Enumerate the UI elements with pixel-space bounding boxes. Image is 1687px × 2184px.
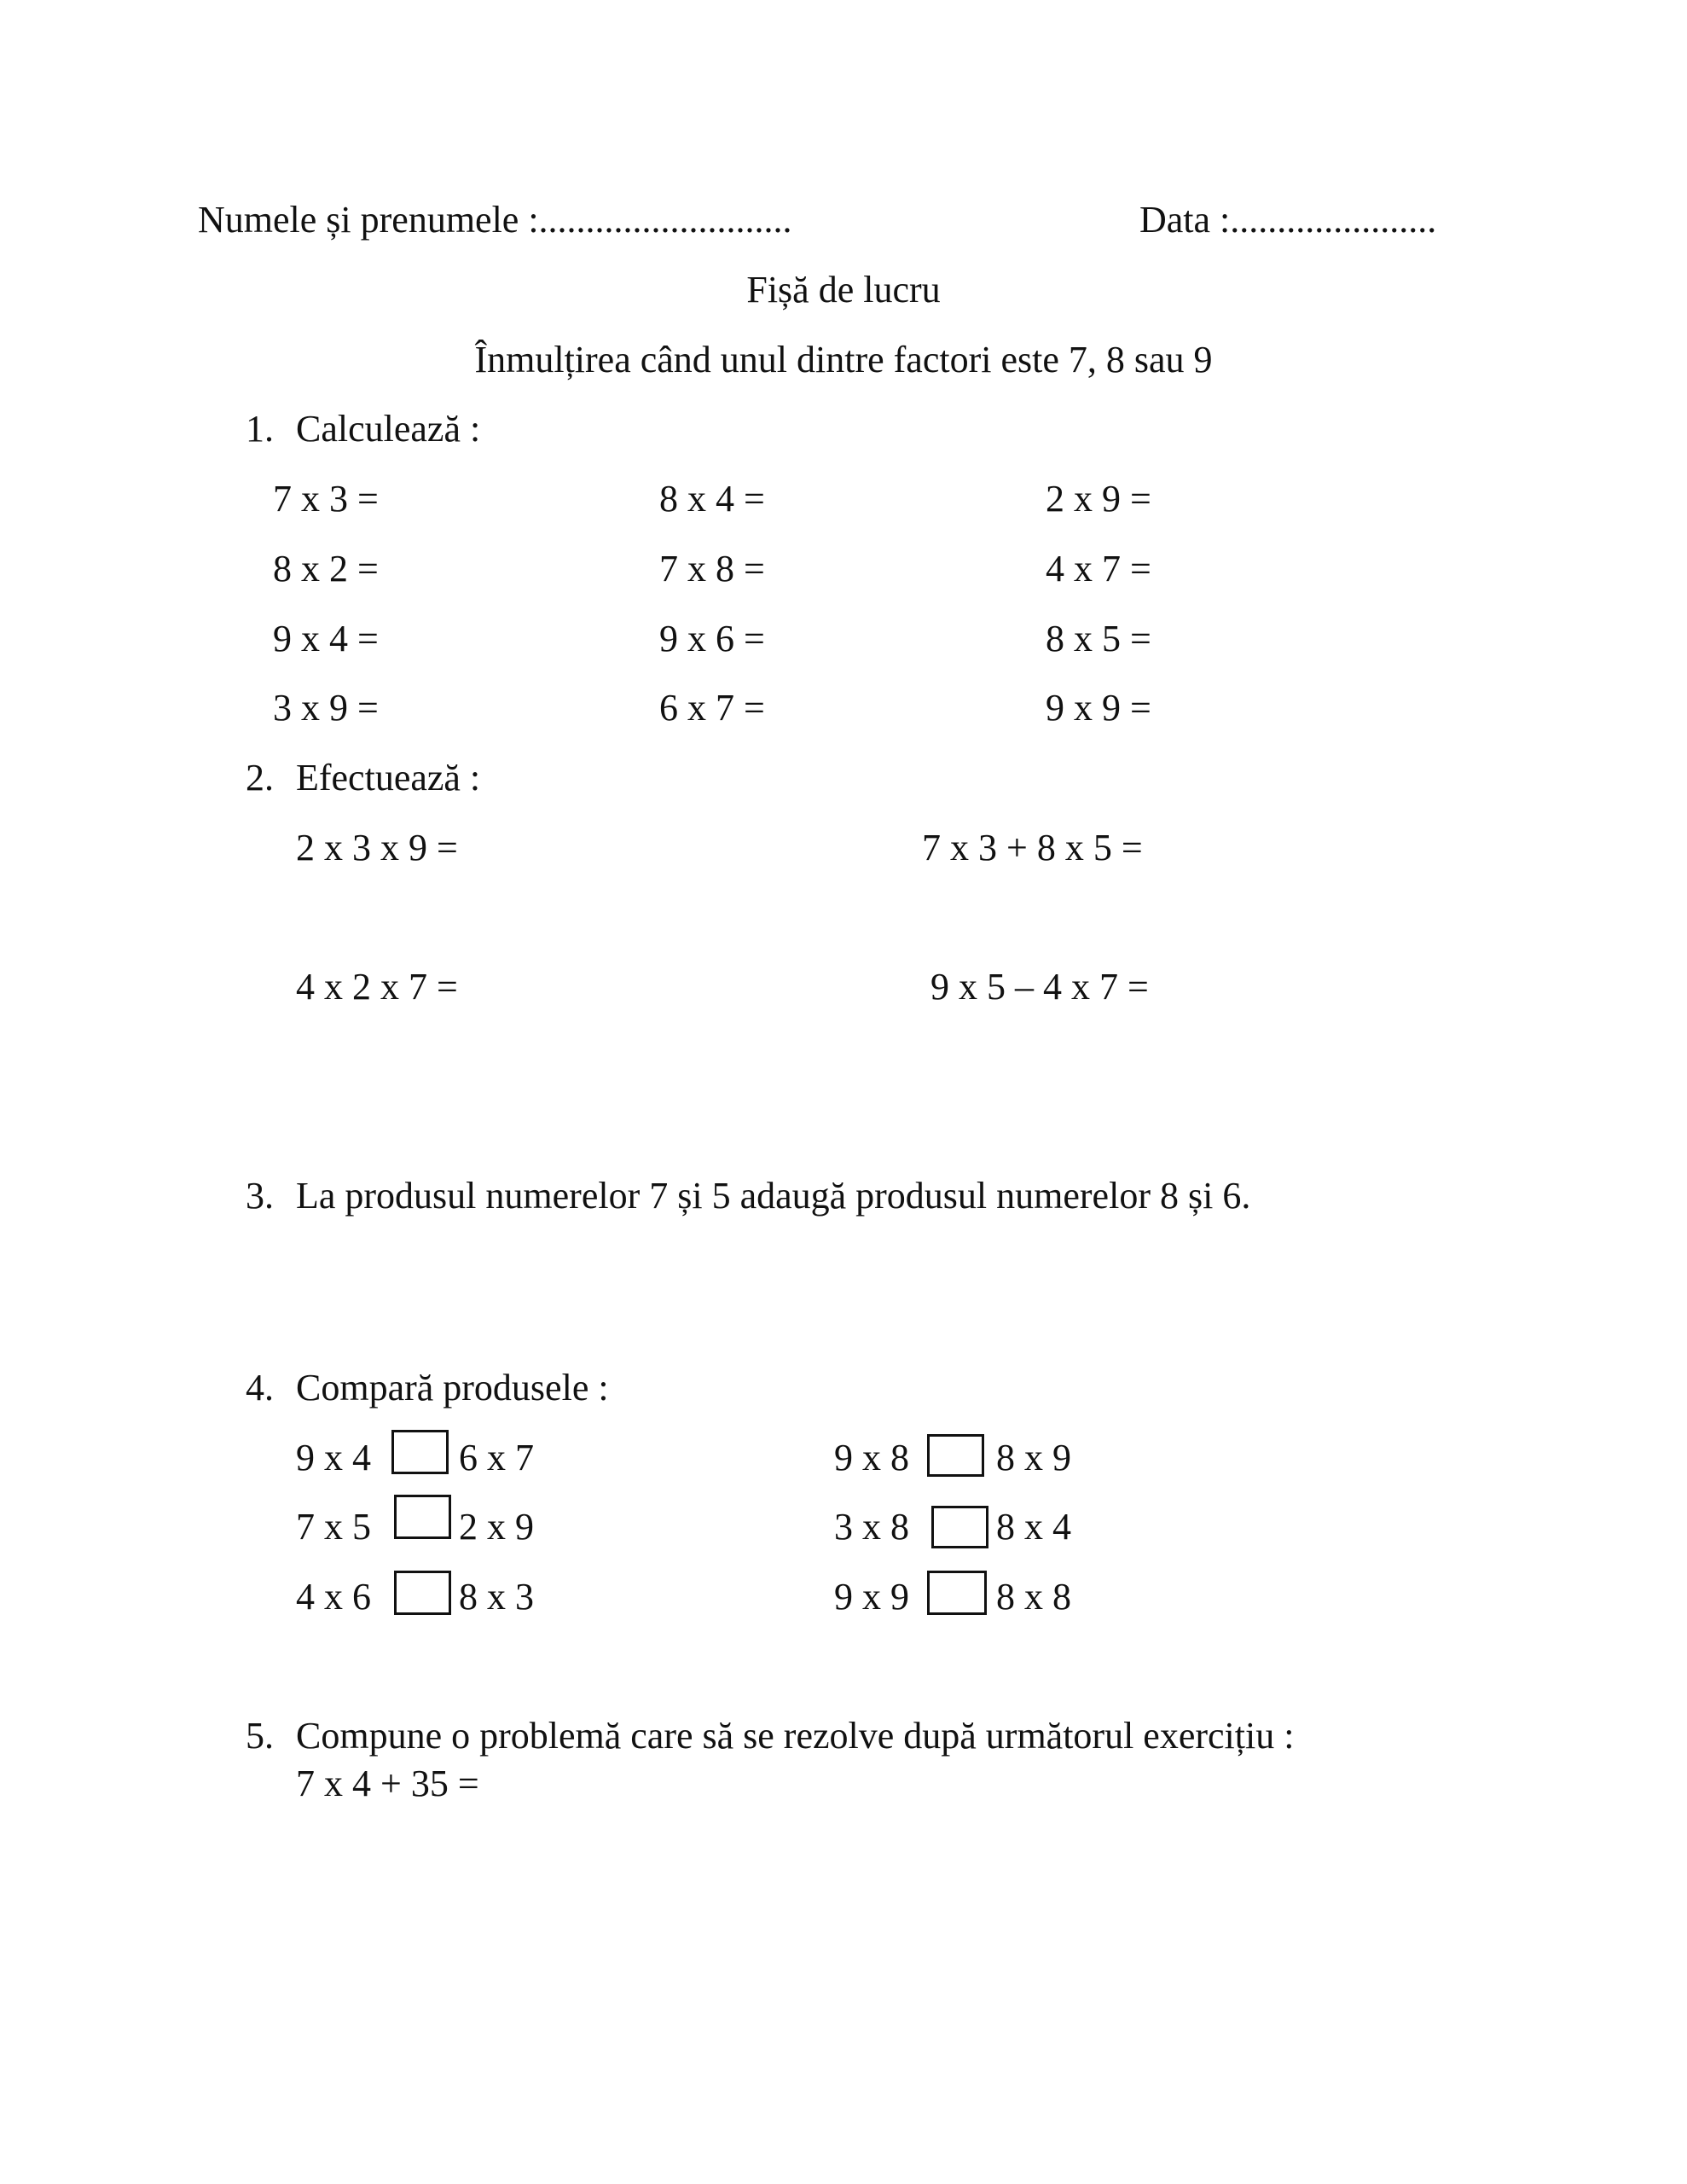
ex4-row1-right-compare-box[interactable]: [927, 1434, 984, 1477]
ex1-col1-item-1: 7 x 3 =: [273, 478, 379, 520]
exercise-3-label: La produsul numerelor 7 și 5 adaugă produsul numerelor 8 și 6.: [296, 1175, 1251, 1217]
exercise-1-number: 1.: [246, 408, 274, 450]
exercise-3-number: 3.: [246, 1175, 274, 1217]
exercise-2-number: 2.: [246, 757, 274, 799]
ex4-row2-right-b: 8 x 4: [996, 1506, 1071, 1548]
ex1-col3-item-1: 2 x 9 =: [1046, 478, 1151, 520]
ex1-col2-item-1: 8 x 4 =: [659, 478, 765, 520]
exercise-5-number: 5.: [246, 1715, 274, 1757]
ex1-col3-item-3: 8 x 5 =: [1046, 618, 1151, 659]
ex4-row1-right-a: 9 x 8: [834, 1437, 909, 1478]
date-field-label: Data :......................: [1139, 199, 1437, 241]
ex4-row1-right-b: 8 x 9: [996, 1437, 1071, 1478]
ex4-row3-right-compare-box[interactable]: [927, 1571, 987, 1615]
ex4-row3-right-a: 9 x 9: [834, 1576, 909, 1618]
exercise-4-number: 4.: [246, 1367, 274, 1409]
worksheet-title: Fișă de lucru: [746, 269, 941, 311]
exercise-5-label: Compune o problemă care să se rezolve după următorul exercițiu :: [296, 1715, 1295, 1757]
exercise-1-label: Calculează :: [296, 408, 481, 450]
exercise-2-label: Efectuează :: [296, 757, 481, 799]
worksheet-subtitle: Înmulțirea când unul dintre factori este 7, 8 sau 9: [474, 339, 1213, 380]
ex4-row2-left-a: 7 x 5: [296, 1506, 371, 1548]
ex1-col2-item-2: 7 x 8 =: [659, 548, 765, 590]
ex4-row1-left-compare-box[interactable]: [391, 1430, 449, 1474]
ex1-col1-item-3: 9 x 4 =: [273, 618, 379, 659]
ex4-row2-left-compare-box[interactable]: [394, 1495, 451, 1539]
ex1-col3-item-4: 9 x 9 =: [1046, 687, 1151, 729]
exercise-4-label: Compară produsele :: [296, 1367, 609, 1409]
ex4-row1-left-b: 6 x 7: [459, 1437, 534, 1478]
ex1-col3-item-2: 4 x 7 =: [1046, 548, 1151, 590]
ex1-col2-item-4: 6 x 7 =: [659, 687, 765, 729]
ex1-col1-item-4: 3 x 9 =: [273, 687, 379, 729]
ex4-row3-right-b: 8 x 8: [996, 1576, 1071, 1618]
ex4-row3-left-compare-box[interactable]: [394, 1571, 451, 1615]
ex1-col2-item-3: 9 x 6 =: [659, 618, 765, 659]
ex2-item-3: 4 x 2 x 7 =: [296, 966, 458, 1008]
name-field-label: Numele și prenumele :...........................: [198, 199, 792, 241]
ex4-row2-left-b: 2 x 9: [459, 1506, 534, 1548]
ex4-row2-right-a: 3 x 8: [834, 1506, 909, 1548]
ex4-row3-left-a: 4 x 6: [296, 1576, 371, 1618]
ex1-col1-item-2: 8 x 2 =: [273, 548, 379, 590]
ex2-item-4: 9 x 5 – 4 x 7 =: [930, 966, 1149, 1008]
ex2-item-1: 2 x 3 x 9 =: [296, 827, 458, 868]
ex4-row1-left-a: 9 x 4: [296, 1437, 371, 1478]
ex2-item-2: 7 x 3 + 8 x 5 =: [922, 827, 1143, 868]
exercise-5-expression: 7 x 4 + 35 =: [296, 1763, 479, 1804]
ex4-row2-right-compare-box[interactable]: [931, 1506, 988, 1548]
ex4-row3-left-b: 8 x 3: [459, 1576, 534, 1618]
